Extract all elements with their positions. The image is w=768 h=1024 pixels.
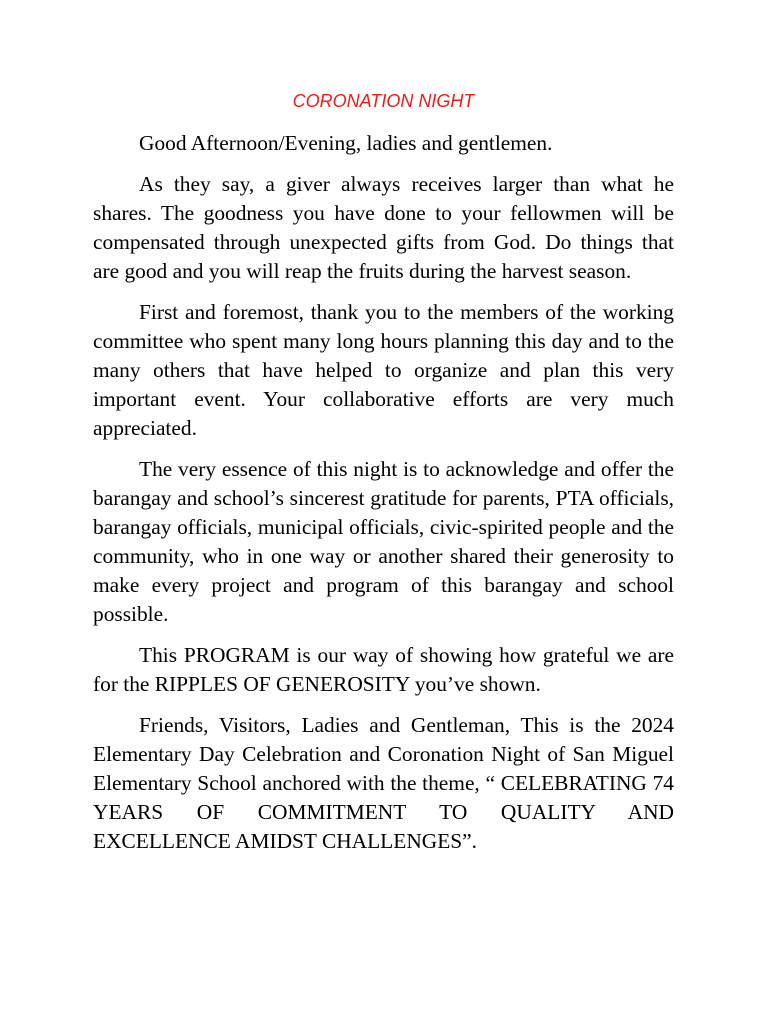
- paragraph-theme: Friends, Visitors, Ladies and Gentleman, This is the 2024 Elementary Day Celebration and Coronation Night of San Miguel Elementary School anchored with the theme, “ CELEBRATING 74 YEARS OF COMMITMENT TO QUALITY AND EXCELLENCE AMIDST CHALLENGES”.: [93, 713, 674, 853]
- paragraph-giver: As they say, a giver always receives larger than what he shares. The goodness you have done to your fellowmen will be compensated through unexpected gifts from God. Do things that are good and you will reap the fruits during the harvest season.: [93, 172, 674, 283]
- document-page: [93, 88, 674, 868]
- paragraph-greeting: Good Afternoon/Evening, ladies and gentlemen.: [139, 131, 553, 155]
- paragraph-program: This PROGRAM is our way of showing how grateful we are for the RIPPLES OF GENEROSITY you’ve shown.: [93, 643, 674, 696]
- paragraph-essence: The very essence of this night is to acknowledge and offer the barangay and school’s sincerest gratitude for parents, PTA officials, barangay officials, municipal officials, civic-spirited people and the community, who in one way or another shared their generosity to make every project and program of this barangay and school possible.: [93, 457, 674, 626]
- page-title: CORONATION NIGHT: [292, 91, 475, 111]
- paragraph-thanks-committee: First and foremost, thank you to the members of the working committee who spent many long hours planning this day and to the many others that have helped to organize and plan this very important event. Your collaborative efforts are very much appreciated.: [93, 300, 674, 440]
